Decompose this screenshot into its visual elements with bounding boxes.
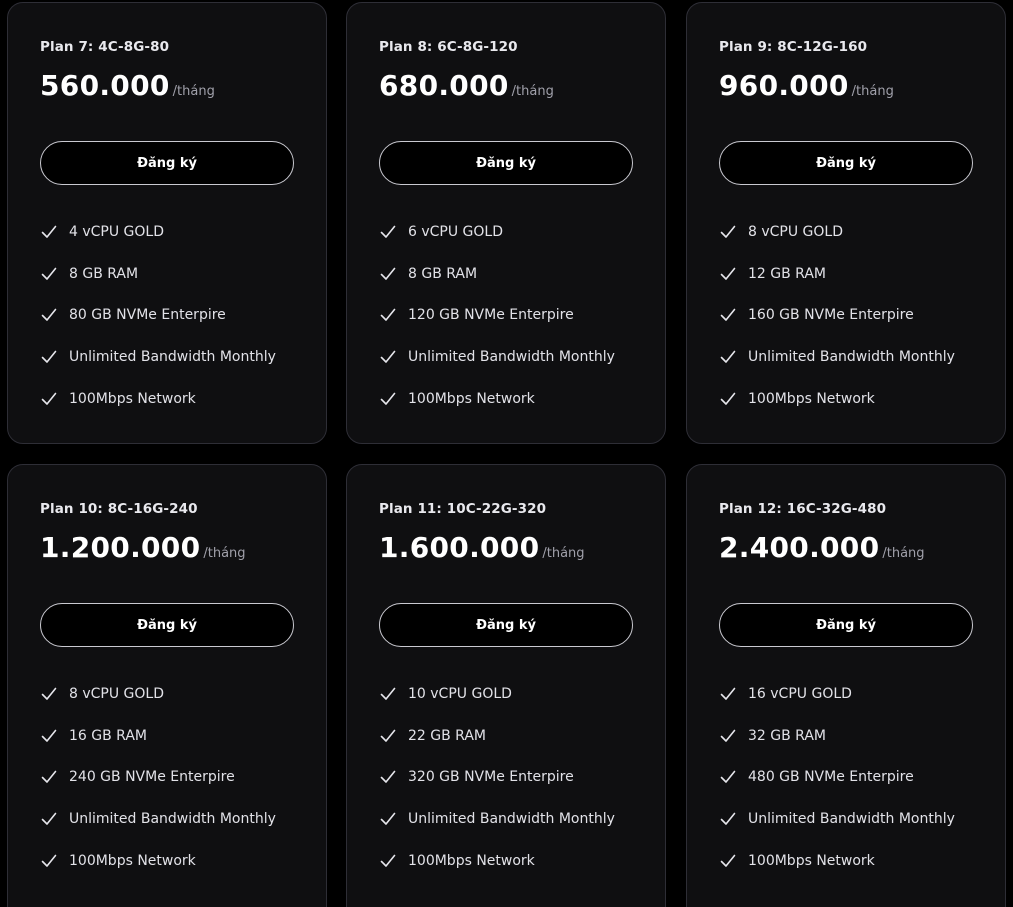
plan-price: 1.600.000: [379, 531, 540, 564]
feature-label: Unlimited Bandwidth Monthly: [748, 811, 955, 828]
feature-item: [40, 810, 276, 852]
checkmark-icon: [40, 265, 58, 283]
feature-label: 16 vCPU GOLD: [748, 686, 852, 702]
plan-name: Plan 8: 6C-8G-120: [379, 39, 518, 55]
checkmark-icon: [719, 306, 737, 324]
feature-label: 8 GB RAM: [408, 265, 478, 282]
feature-label: 8 vCPU GOLD: [69, 686, 165, 702]
feature-item: [40, 390, 276, 432]
checkmark-icon: [719, 810, 737, 828]
feature-item: [379, 727, 615, 769]
price-unit: /tháng: [882, 546, 925, 561]
feature-label: 16 GB RAM: [69, 727, 147, 744]
feature-item: [379, 390, 615, 432]
price-row: [719, 69, 894, 102]
checkmark-icon: [719, 685, 737, 703]
plan-card: [7, 2, 327, 444]
checkmark-icon: [719, 390, 737, 408]
feature-label: 240 GB NVMe Enterpire: [69, 769, 235, 786]
checkmark-icon: [379, 685, 397, 703]
feature-label: 32 GB RAM: [748, 727, 826, 744]
feature-label: 100Mbps Network: [69, 390, 196, 407]
feature-label: Unlimited Bandwidth Monthly: [748, 349, 955, 366]
feature-label: 80 GB NVMe Enterpire: [69, 307, 226, 324]
plan-card: [686, 464, 1006, 907]
checkmark-icon: [379, 727, 397, 745]
checkmark-icon: [40, 306, 58, 324]
checkmark-icon: [719, 727, 737, 745]
feature-label: 120 GB NVMe Enterpire: [408, 307, 574, 324]
feature-item: [379, 852, 615, 894]
plan-card: [7, 464, 327, 907]
feature-list: [719, 685, 955, 893]
feature-label: 8 vCPU GOLD: [748, 224, 844, 240]
price-unit: /tháng: [172, 84, 215, 99]
price-unit: /tháng: [511, 84, 554, 99]
feature-label: 100Mbps Network: [408, 390, 535, 407]
price-row: [379, 69, 554, 102]
feature-list: [40, 685, 276, 893]
feature-item: [379, 685, 615, 727]
checkmark-icon: [40, 348, 58, 366]
plan-name: Plan 11: 10C-22G-320: [379, 501, 547, 517]
signup-button[interactable]: Đăng ký: [719, 603, 973, 647]
feature-item: [40, 727, 276, 769]
feature-item: [719, 810, 955, 852]
feature-item: [40, 685, 276, 727]
checkmark-icon: [719, 852, 737, 870]
feature-item: [719, 685, 955, 727]
feature-label: 10 vCPU GOLD: [408, 686, 512, 702]
plan-card: [686, 2, 1006, 444]
plan-price: 960.000: [719, 69, 849, 102]
signup-button[interactable]: Đăng ký: [379, 141, 633, 185]
plan-name: Plan 7: 4C-8G-80: [40, 39, 170, 55]
feature-item: [719, 727, 955, 769]
checkmark-icon: [379, 390, 397, 408]
checkmark-icon: [40, 685, 58, 703]
feature-item: [40, 306, 276, 348]
plan-name: Plan 9: 8C-12G-160: [719, 39, 868, 55]
plan-price: 680.000: [379, 69, 509, 102]
feature-label: Unlimited Bandwidth Monthly: [408, 811, 615, 828]
feature-list: [40, 223, 276, 431]
signup-button[interactable]: Đăng ký: [40, 141, 294, 185]
plan-price: 1.200.000: [40, 531, 201, 564]
feature-label: 8 GB RAM: [69, 265, 139, 282]
feature-item: [719, 390, 955, 432]
checkmark-icon: [40, 223, 58, 241]
feature-label: 12 GB RAM: [748, 265, 826, 282]
plan-card: [346, 464, 666, 907]
feature-list: [379, 223, 615, 431]
feature-item: [40, 768, 276, 810]
checkmark-icon: [40, 727, 58, 745]
feature-label: 320 GB NVMe Enterpire: [408, 769, 574, 786]
feature-item: [379, 348, 615, 390]
feature-label: 100Mbps Network: [748, 390, 875, 407]
checkmark-icon: [40, 768, 58, 786]
price-unit: /tháng: [542, 546, 585, 561]
feature-label: 100Mbps Network: [69, 852, 196, 869]
feature-item: [719, 852, 955, 894]
checkmark-icon: [379, 223, 397, 241]
feature-item: [379, 810, 615, 852]
price-row: [719, 531, 925, 564]
feature-label: 4 vCPU GOLD: [69, 224, 165, 240]
plan-price: 2.400.000: [719, 531, 880, 564]
feature-item: [40, 265, 276, 307]
feature-label: 160 GB NVMe Enterpire: [748, 307, 914, 324]
price-row: [40, 531, 246, 564]
checkmark-icon: [40, 852, 58, 870]
feature-item: [379, 306, 615, 348]
checkmark-icon: [40, 810, 58, 828]
checkmark-icon: [379, 265, 397, 283]
checkmark-icon: [719, 265, 737, 283]
checkmark-icon: [719, 223, 737, 241]
feature-item: [40, 223, 276, 265]
feature-label: 100Mbps Network: [748, 852, 875, 869]
feature-item: [379, 768, 615, 810]
feature-label: Unlimited Bandwidth Monthly: [408, 349, 615, 366]
price-row: [379, 531, 585, 564]
feature-item: [379, 223, 615, 265]
feature-item: [719, 768, 955, 810]
price-unit: /tháng: [851, 84, 894, 99]
feature-label: 22 GB RAM: [408, 727, 486, 744]
signup-button[interactable]: Đăng ký: [40, 603, 294, 647]
checkmark-icon: [719, 768, 737, 786]
feature-label: Unlimited Bandwidth Monthly: [69, 349, 276, 366]
plan-card: [346, 2, 666, 444]
feature-label: 480 GB NVMe Enterpire: [748, 769, 914, 786]
feature-label: Unlimited Bandwidth Monthly: [69, 811, 276, 828]
plan-name: Plan 12: 16C-32G-480: [719, 501, 887, 517]
checkmark-icon: [40, 390, 58, 408]
price-unit: /tháng: [203, 546, 246, 561]
signup-button[interactable]: Đăng ký: [379, 603, 633, 647]
checkmark-icon: [719, 348, 737, 366]
feature-item: [40, 348, 276, 390]
plan-name: Plan 10: 8C-16G-240: [40, 501, 198, 517]
checkmark-icon: [379, 810, 397, 828]
feature-label: 6 vCPU GOLD: [408, 224, 504, 240]
feature-item: [719, 306, 955, 348]
feature-item: [40, 852, 276, 894]
checkmark-icon: [379, 852, 397, 870]
feature-label: 100Mbps Network: [408, 852, 535, 869]
feature-item: [379, 265, 615, 307]
feature-item: [719, 223, 955, 265]
plan-price: 560.000: [40, 69, 170, 102]
signup-button[interactable]: Đăng ký: [719, 141, 973, 185]
checkmark-icon: [379, 348, 397, 366]
feature-list: [379, 685, 615, 893]
price-row: [40, 69, 215, 102]
feature-item: [719, 348, 955, 390]
feature-list: [719, 223, 955, 431]
feature-item: [719, 265, 955, 307]
checkmark-icon: [379, 768, 397, 786]
checkmark-icon: [379, 306, 397, 324]
